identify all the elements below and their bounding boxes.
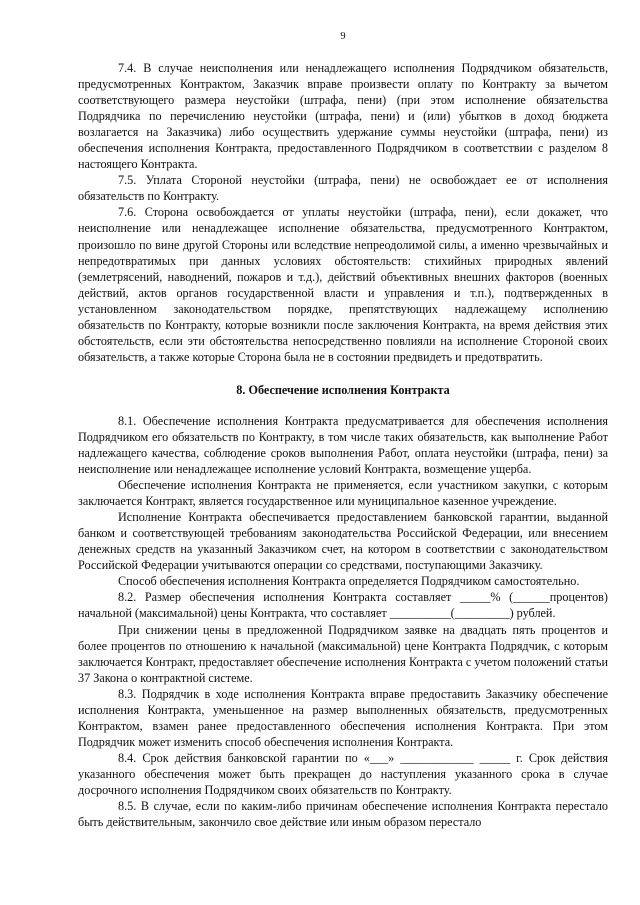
paragraph-8-1-choice: Способ обеспечения исполнения Контракта определяется Подрядчиком самостоятельно. <box>118 574 580 589</box>
section-8-heading: 8. Обеспечение исполнения Контракта <box>236 382 450 397</box>
paragraph-7-6: 7.6. Сторона освобождается от уплаты неустойки (штрафа, пени), если докажет, что неисполнение или ненадлежащее исполнение обязательства, предусмотренного Контрактом, произошло по вине другой Стороны или вследствие непреодолимой силы, а именно чрезвычайных и непредотвратимых при данных условиях обстоятельств: стихийных природных явлений (землетрясений, наводнений, пожаров и т.д.), действий объективных внешних факторов (военных действий, актов органов государственной власти и управления и т.п.), подтвержденных в установленном законодательством порядке, препятствующих надлежащему исполнению обязательств по Контракту, которые возникли после заключения Контракта, на время действия этих обстоятельств, если эти обстоятельства непосредственно повлияли на исполнение Стороной своих обязательств, а также которые Сторона была не в состоянии предвидеть и предотвратить. <box>78 205 608 364</box>
paragraph-7-4: 7.4. В случае неисполнения или ненадлежащего исполнения Подрядчиком обязательств, предусмотренных Контрактом, Заказчик вправе произвести оплату по Контракту за вычетом соответствующего размера неустойки (штрафа, пени) (при этом исполнение обязательства Подрядчика по перечислению неустойки (штрафа, пени) и (или) убытков в доход бюджета возлагается на Заказчика) либо осуществить удержание суммы неустойки (штрафа, пени) из обеспечения исполнения Контракта, предоставленного Подрядчиком в соответствии с разделом 8 настоящего Контракта. <box>78 61 608 172</box>
document-page <box>78 30 608 830</box>
paragraph-7-5: 7.5. Уплата Стороной неустойки (штрафа, пени) не освобождает ее от исполнения обязательств по Контракту. <box>78 173 608 204</box>
paragraph-8-3: 8.3. Подрядчик в ходе исполнения Контракта вправе предоставить Заказчику обеспечение исполнения Контракта, уменьшенное на размер выполненных обязательств, предусмотренных Контрактом, взамен ранее предоставленного обеспечения исполнения Контракта. При этом Подрядчик может изменить способ обеспечения исполнения Контракта. <box>78 686 608 749</box>
paragraph-8-1: 8.1. Обеспечение исполнения Контракта предусматривается для обеспечения исполнения Подрядчиком его обязательств по Контракту, в том числе таких обязательств, как выполнение Работ надлежащего качества, соблюдение сроков выполнения Работ, оплата неустойки (штрафа, пени) за неисполнение или ненадлежащее исполнение условий Контракта, возмещение ущерба. <box>78 413 608 477</box>
paragraph-8-1-methods: Исполнение Контракта обеспечивается предоставлением банковской гарантии, выданной банком и соответствующей требованиям законодательства Российской Федерации, или внесением денежных средств на указанный Заказчиком счет, на котором в соответствии с законодательством Российской Федерации учитываются операции со средствами, поступающими Заказчику. <box>78 510 608 573</box>
paragraph-8-1-exception: Обеспечение исполнения Контракта не применяется, если участником закупки, с которым заключается Контракт, является государственное или муниципальное казенное учреждение. <box>78 478 608 509</box>
paragraph-8-5: 8.5. В случае, если по каким-либо причинам обеспечение исполнения Контракта перестало быть действительным, закончило свое действие или иным образом перестало <box>78 799 608 830</box>
paragraph-8-2-price-reduction: При снижении цены в предложенной Подрядчиком заявке на двадцать пять процентов и более процентов по отношению к начальной (максимальной) цене Контракта Подрядчик, с которым заключается Контракт, предоставляет обеспечение исполнения Контракта с учетом положений статьи 37 Закона о контрактной системе. <box>78 622 608 685</box>
page-number: 9 <box>340 31 346 42</box>
paragraph-8-4: 8.4. Срок действия банковской гарантии по «___» ____________ _____ г. Срок действия указанного обеспечения может быть прекращен до наступления указанного срока в случае досрочного исполнения Подрядчиком своих обязательств по Контракту. <box>78 750 608 797</box>
paragraph-8-2: 8.2. Размер обеспечения исполнения Контракта составляет _____% (______процентов) начальной (максимальной) цены Контракта, что составляет __________(_________) рублей. <box>78 590 608 621</box>
